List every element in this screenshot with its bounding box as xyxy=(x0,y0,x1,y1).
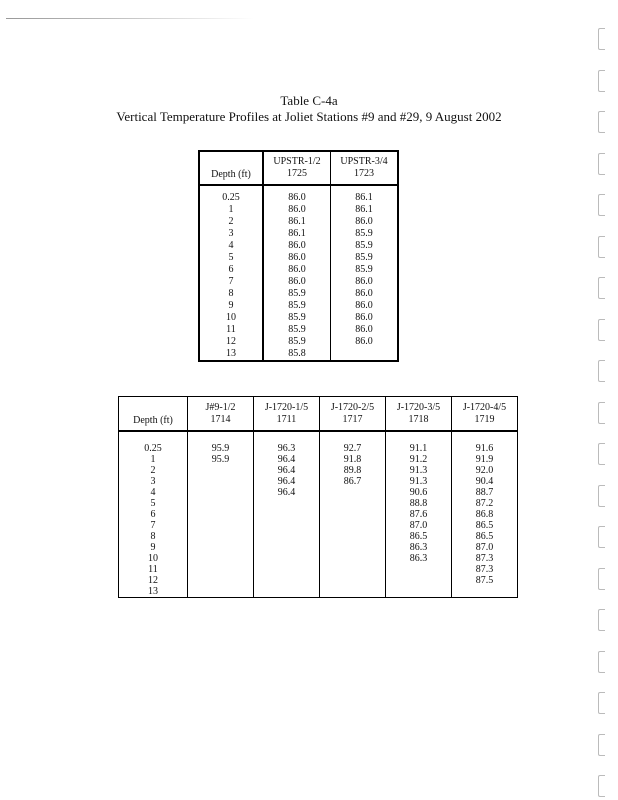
temperature-cell: 86.0 xyxy=(263,204,331,216)
table-row xyxy=(119,531,518,542)
temperature-cell: 96.4 xyxy=(254,465,320,476)
temperature-cell xyxy=(254,531,320,542)
temperature-cell: 96.4 xyxy=(254,454,320,465)
table-row xyxy=(119,465,518,476)
temperature-cell: 86.1 xyxy=(355,192,373,203)
temperature-cell xyxy=(188,553,254,564)
binder-hole xyxy=(598,111,605,133)
table-row xyxy=(119,564,518,575)
spacer-row xyxy=(119,431,518,443)
table-row xyxy=(119,498,518,509)
temperature-cell xyxy=(254,542,320,553)
table-title: Table C-4a xyxy=(280,93,338,108)
joliet-profile-table xyxy=(118,396,518,598)
table-row xyxy=(119,520,518,531)
spacer-row xyxy=(199,185,398,192)
table-row xyxy=(199,276,398,288)
table-row xyxy=(119,553,518,564)
temperature-cell: 86.7 xyxy=(320,476,386,487)
column-header-upstr-1-2: UPSTR-1/2 1725 xyxy=(263,151,331,185)
depth-cell: 10 xyxy=(119,553,188,564)
temperature-cell: 86.1 xyxy=(263,216,331,228)
temperature-cell: 85.9 xyxy=(263,288,331,300)
binder-hole xyxy=(598,236,605,258)
binder-hole xyxy=(598,360,605,382)
table-row xyxy=(199,204,398,216)
temperature-cell xyxy=(320,553,386,564)
temperature-cell: 86.3 xyxy=(386,542,452,553)
temperature-cell: 86.0 xyxy=(355,336,373,347)
temperature-cell xyxy=(188,498,254,509)
temperature-cell xyxy=(254,586,320,598)
temperature-cell: 88.7 xyxy=(452,487,518,498)
depth-cell: 1 xyxy=(119,454,188,465)
temperature-cell: 87.3 xyxy=(452,553,518,564)
binder-hole xyxy=(598,485,605,507)
temperature-cell: 86.5 xyxy=(452,520,518,531)
temperature-cell: 86.8 xyxy=(452,509,518,520)
temperature-cell: 91.3 xyxy=(386,476,452,487)
temperature-cell: 86.0 xyxy=(263,192,331,204)
temperature-cell xyxy=(188,509,254,520)
temperature-cell: 87.5 xyxy=(452,575,518,586)
temperature-cell: 88.8 xyxy=(386,498,452,509)
depth-cell: 2 xyxy=(199,216,263,228)
temperature-cell xyxy=(320,509,386,520)
temperature-cell: 86.0 xyxy=(355,312,373,323)
table-row xyxy=(119,476,518,487)
temperature-cell xyxy=(320,564,386,575)
depth-cell: 6 xyxy=(199,264,263,276)
binder-hole xyxy=(598,734,605,756)
table-subtitle: Vertical Temperature Profiles at Joliet Stations #9 and #29, 9 August 2002 xyxy=(116,109,502,124)
temperature-cell xyxy=(188,575,254,586)
title-block xyxy=(0,93,618,125)
depth-cell: 10 xyxy=(199,312,263,324)
spacer-cell xyxy=(119,431,188,443)
spacer-cell xyxy=(452,431,518,443)
temperature-cell: 86.0 xyxy=(355,324,373,335)
spacer-cell xyxy=(386,431,452,443)
table-row xyxy=(199,300,398,312)
table-row xyxy=(119,509,518,520)
temperature-cell: 86.0 xyxy=(355,288,373,299)
depth-cell: 7 xyxy=(119,520,188,531)
table-row xyxy=(199,252,398,264)
depth-cell: 9 xyxy=(119,542,188,553)
depth-cell: 0.25 xyxy=(119,443,188,454)
scan-artifact-line xyxy=(6,18,254,19)
temperature-cell: 86.0 xyxy=(263,252,331,264)
temperature-cell xyxy=(188,487,254,498)
temperature-cell: 86.0 xyxy=(263,240,331,252)
temperature-cell: 90.4 xyxy=(452,476,518,487)
depth-column-header: Depth (ft) xyxy=(119,397,188,432)
temperature-cell: 85.8 xyxy=(263,348,331,361)
depth-cell: 8 xyxy=(119,531,188,542)
table-row xyxy=(119,575,518,586)
depth-cell: 13 xyxy=(119,586,188,598)
temperature-cell: 96.3 xyxy=(254,443,320,454)
depth-cell: 7 xyxy=(199,276,263,288)
temperature-cell xyxy=(254,520,320,531)
temperature-cell: 85.9 xyxy=(355,228,373,239)
temperature-cell: 86.1 xyxy=(355,204,373,215)
binder-hole xyxy=(598,194,605,216)
column-header-j1720-3-5: J-1720-3/5 1718 xyxy=(386,397,452,432)
temperature-cell xyxy=(188,520,254,531)
temperature-cell xyxy=(254,498,320,509)
temperature-cell: 86.5 xyxy=(452,531,518,542)
spacer-cell xyxy=(331,185,399,192)
temperature-cell: 85.9 xyxy=(355,264,373,275)
column-header-j1720-4-5: J-1720-4/5 1719 xyxy=(452,397,518,432)
temperature-cell: 92.0 xyxy=(452,465,518,476)
temperature-cell: 85.9 xyxy=(263,336,331,348)
temperature-cell xyxy=(452,586,518,598)
binder-hole xyxy=(598,526,605,548)
temperature-cell xyxy=(188,542,254,553)
depth-cell: 6 xyxy=(119,509,188,520)
temperature-cell xyxy=(386,586,452,598)
spacer-cell xyxy=(263,185,331,192)
depth-cell: 3 xyxy=(119,476,188,487)
table-row xyxy=(199,312,398,324)
temperature-cell xyxy=(254,575,320,586)
depth-cell: 0.25 xyxy=(199,192,263,204)
temperature-cell xyxy=(320,531,386,542)
depth-cell: 12 xyxy=(119,575,188,586)
temperature-cell: 92.7 xyxy=(320,443,386,454)
binder-hole xyxy=(598,70,605,92)
temperature-cell xyxy=(188,531,254,542)
temperature-cell: 86.0 xyxy=(355,276,373,287)
binder-hole xyxy=(598,775,605,797)
upstream-table-body xyxy=(199,185,398,361)
temperature-cell: 85.9 xyxy=(355,252,373,263)
temperature-cell: 95.9 xyxy=(188,443,254,454)
joliet-table-body xyxy=(119,431,518,598)
temperature-cell: 85.9 xyxy=(263,324,331,336)
table-row xyxy=(199,288,398,300)
temperature-cell: 86.3 xyxy=(386,553,452,564)
depth-cell: 12 xyxy=(199,336,263,348)
binder-hole xyxy=(598,153,605,175)
temperature-cell xyxy=(320,487,386,498)
temperature-cell xyxy=(386,575,452,586)
depth-cell: 11 xyxy=(199,324,263,336)
temperature-cell: 85.9 xyxy=(263,312,331,324)
temperature-cell xyxy=(188,465,254,476)
table-row xyxy=(119,443,518,454)
temperature-cell: 91.8 xyxy=(320,454,386,465)
temperature-cell xyxy=(254,564,320,575)
spacer-cell xyxy=(188,431,254,443)
binder-hole xyxy=(598,609,605,631)
temperature-cell xyxy=(320,520,386,531)
temperature-cell: 85.9 xyxy=(263,300,331,312)
table-row xyxy=(199,240,398,252)
temperature-cell: 91.6 xyxy=(452,443,518,454)
binder-hole xyxy=(598,402,605,424)
table-row xyxy=(199,264,398,276)
temperature-cell xyxy=(320,542,386,553)
binder-hole xyxy=(598,692,605,714)
temperature-cell: 87.0 xyxy=(386,520,452,531)
temperature-cell: 91.3 xyxy=(386,465,452,476)
table-row xyxy=(199,324,398,336)
upstream-profile-table xyxy=(198,150,399,362)
temperature-cell xyxy=(254,553,320,564)
table-row xyxy=(199,192,398,204)
table-row xyxy=(199,228,398,240)
temperature-cell xyxy=(188,476,254,487)
temperature-cell: 86.0 xyxy=(355,216,373,227)
temperature-cell: 87.0 xyxy=(452,542,518,553)
table-header-row xyxy=(119,397,518,432)
temperature-cell xyxy=(320,586,386,598)
temperature-cell: 96.4 xyxy=(254,487,320,498)
temperature-cell: 87.6 xyxy=(386,509,452,520)
temperature-cell: 86.0 xyxy=(263,276,331,288)
table-row xyxy=(119,454,518,465)
table-header-row xyxy=(199,151,398,185)
temperature-cell: 95.9 xyxy=(188,454,254,465)
temperature-cell xyxy=(320,498,386,509)
temperature-cell: 91.9 xyxy=(452,454,518,465)
table-row xyxy=(119,542,518,553)
temperature-cell xyxy=(254,509,320,520)
binder-hole xyxy=(598,651,605,673)
spacer-cell xyxy=(320,431,386,443)
depth-cell: 13 xyxy=(199,348,263,361)
depth-cell: 9 xyxy=(199,300,263,312)
depth-cell: 8 xyxy=(199,288,263,300)
depth-cell: 5 xyxy=(199,252,263,264)
table-row xyxy=(119,487,518,498)
depth-cell: 4 xyxy=(199,240,263,252)
binder-hole xyxy=(598,443,605,465)
temperature-cell xyxy=(320,575,386,586)
binder-hole xyxy=(598,277,605,299)
spacer-cell xyxy=(199,185,263,192)
column-header-upstr-3-4: UPSTR-3/4 1723 xyxy=(331,151,399,185)
depth-cell: 4 xyxy=(119,487,188,498)
depth-cell: 11 xyxy=(119,564,188,575)
column-header-j1720-1-5: J-1720-1/5 1711 xyxy=(254,397,320,432)
temperature-cell xyxy=(331,348,399,361)
temperature-cell: 91.2 xyxy=(386,454,452,465)
temperature-cell: 96.4 xyxy=(254,476,320,487)
table-row xyxy=(199,336,398,348)
spacer-cell xyxy=(254,431,320,443)
temperature-cell: 85.9 xyxy=(355,240,373,251)
table-row xyxy=(199,348,398,361)
binder-hole xyxy=(598,568,605,590)
temperature-cell: 86.0 xyxy=(263,264,331,276)
depth-cell: 3 xyxy=(199,228,263,240)
column-header-j9-1-2: J#9-1/2 1714 xyxy=(188,397,254,432)
depth-cell: 2 xyxy=(119,465,188,476)
binder-hole xyxy=(598,319,605,341)
depth-cell: 1 xyxy=(199,204,263,216)
binder-hole xyxy=(598,28,605,50)
temperature-cell: 87.3 xyxy=(452,564,518,575)
column-header-j1720-2-5: J-1720-2/5 1717 xyxy=(320,397,386,432)
depth-column-header: Depth (ft) xyxy=(199,151,263,185)
table-row xyxy=(199,216,398,228)
temperature-cell: 89.8 xyxy=(320,465,386,476)
temperature-cell xyxy=(188,586,254,598)
temperature-cell: 86.5 xyxy=(386,531,452,542)
temperature-cell: 86.0 xyxy=(355,300,373,311)
table-row xyxy=(119,586,518,598)
temperature-cell: 87.2 xyxy=(452,498,518,509)
temperature-cell: 86.1 xyxy=(263,228,331,240)
temperature-cell: 91.1 xyxy=(386,443,452,454)
temperature-cell xyxy=(386,564,452,575)
temperature-cell xyxy=(188,564,254,575)
depth-cell: 5 xyxy=(119,498,188,509)
temperature-cell: 90.6 xyxy=(386,487,452,498)
